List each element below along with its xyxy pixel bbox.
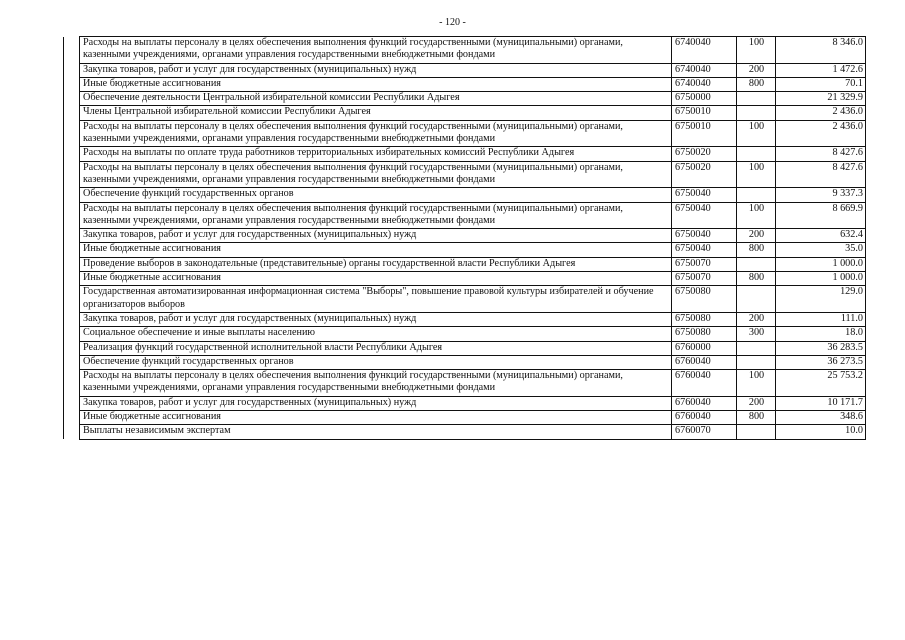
budget-table [63, 36, 866, 440]
table-row [64, 63, 866, 77]
row-code-cell: 6740040 [672, 37, 737, 64]
table-row [64, 370, 866, 397]
row-code-cell: 6750010 [672, 120, 737, 147]
row-code-cell: 6750040 [672, 202, 737, 229]
table-row [64, 411, 866, 425]
row-amount-cell: 1 472.6 [776, 63, 866, 77]
row-indent-cell [64, 161, 80, 188]
row-code-cell: 6750000 [672, 92, 737, 106]
row-amount-cell: 1 000.0 [776, 257, 866, 271]
row-name-cell: Выплаты независимым экспертам [80, 425, 672, 439]
row-amount-cell: 8 427.6 [776, 147, 866, 161]
row-name-cell: Иные бюджетные ассигнования [80, 411, 672, 425]
row-name-cell: Расходы на выплаты персоналу в целях обеспечения выполнения функций государственными (муниципальными) органами, казенными учреждениями, органами управления государственными внебюджетными фондами [80, 120, 672, 147]
row-indent-cell [64, 327, 80, 341]
row-type-cell: 200 [737, 396, 776, 410]
row-indent-cell [64, 202, 80, 229]
row-type-cell [737, 106, 776, 120]
table-row [64, 37, 866, 64]
row-indent-cell [64, 257, 80, 271]
row-name-cell: Обеспечение функций государственных органов [80, 355, 672, 369]
row-type-cell: 800 [737, 411, 776, 425]
table-row [64, 147, 866, 161]
row-indent-cell [64, 229, 80, 243]
row-indent-cell [64, 286, 80, 313]
page-number: - 120 - [439, 17, 466, 28]
table-row [64, 202, 866, 229]
row-indent-cell [64, 425, 80, 439]
table-row [64, 188, 866, 202]
row-indent-cell [64, 370, 80, 397]
row-code-cell: 6750040 [672, 188, 737, 202]
row-type-cell: 800 [737, 243, 776, 257]
row-indent-cell [64, 188, 80, 202]
row-type-cell: 100 [737, 120, 776, 147]
row-amount-cell: 9 337.3 [776, 188, 866, 202]
table-row [64, 286, 866, 313]
table-row [64, 92, 866, 106]
row-amount-cell: 129.0 [776, 286, 866, 313]
row-name-cell: Иные бюджетные ассигнования [80, 243, 672, 257]
row-code-cell: 6760040 [672, 370, 737, 397]
row-amount-cell: 36 283.5 [776, 341, 866, 355]
row-name-cell: Закупка товаров, работ и услуг для государственных (муниципальных) нужд [80, 229, 672, 243]
row-name-cell: Члены Центральной избирательной комиссии Республики Адыгея [80, 106, 672, 120]
row-code-cell: 6760040 [672, 411, 737, 425]
row-amount-cell: 70.1 [776, 77, 866, 91]
row-indent-cell [64, 120, 80, 147]
row-type-cell [737, 147, 776, 161]
row-type-cell: 100 [737, 370, 776, 397]
row-name-cell: Расходы на выплаты персоналу в целях обеспечения выполнения функций государственными (муниципальными) органами, казенными учреждениями, органами управления государственными внебюджетными фондами [80, 202, 672, 229]
row-name-cell: Государственная автоматизированная информационная система "Выборы", повышение правовой культуры избирателей и обучение организаторов выборов [80, 286, 672, 313]
row-name-cell: Социальное обеспечение и иные выплаты населению [80, 327, 672, 341]
row-name-cell: Реализация функций государственной исполнительной власти Республики Адыгея [80, 341, 672, 355]
table-row [64, 341, 866, 355]
table-row [64, 77, 866, 91]
row-indent-cell [64, 147, 80, 161]
row-name-cell: Иные бюджетные ассигнования [80, 77, 672, 91]
row-name-cell: Закупка товаров, работ и услуг для государственных (муниципальных) нужд [80, 63, 672, 77]
row-amount-cell: 2 436.0 [776, 106, 866, 120]
row-indent-cell [64, 411, 80, 425]
row-indent-cell [64, 396, 80, 410]
row-indent-cell [64, 77, 80, 91]
row-indent-cell [64, 37, 80, 64]
row-type-cell: 100 [737, 202, 776, 229]
row-type-cell: 200 [737, 63, 776, 77]
row-amount-cell: 10.0 [776, 425, 866, 439]
table-row [64, 327, 866, 341]
table-row [64, 161, 866, 188]
table-row [64, 257, 866, 271]
row-amount-cell: 8 427.6 [776, 161, 866, 188]
row-type-cell: 800 [737, 77, 776, 91]
row-indent-cell [64, 312, 80, 326]
row-code-cell: 6740040 [672, 63, 737, 77]
row-code-cell: 6750080 [672, 286, 737, 313]
row-type-cell [737, 188, 776, 202]
row-code-cell: 6750040 [672, 229, 737, 243]
row-code-cell: 6750020 [672, 147, 737, 161]
table-row [64, 243, 866, 257]
row-name-cell: Расходы на выплаты персоналу в целях обеспечения выполнения функций государственными (муниципальными) органами, казенными учреждениями, органами управления государственными внебюджетными фондами [80, 37, 672, 64]
row-type-cell [737, 341, 776, 355]
table-row [64, 106, 866, 120]
row-amount-cell: 35.0 [776, 243, 866, 257]
row-type-cell: 200 [737, 312, 776, 326]
budget-table-body [64, 37, 866, 440]
row-indent-cell [64, 341, 80, 355]
row-amount-cell: 25 753.2 [776, 370, 866, 397]
row-indent-cell [64, 63, 80, 77]
row-amount-cell: 348.6 [776, 411, 866, 425]
row-code-cell: 6750020 [672, 161, 737, 188]
table-row [64, 272, 866, 286]
row-name-cell: Расходы на выплаты персоналу в целях обеспечения выполнения функций государственными (муниципальными) органами, казенными учреждениями, органами управления государственными внебюджетными фондами [80, 370, 672, 397]
row-code-cell: 6750080 [672, 327, 737, 341]
row-code-cell: 6750070 [672, 272, 737, 286]
row-name-cell: Закупка товаров, работ и услуг для государственных (муниципальных) нужд [80, 396, 672, 410]
row-amount-cell: 21 329.9 [776, 92, 866, 106]
row-type-cell [737, 257, 776, 271]
row-indent-cell [64, 243, 80, 257]
row-code-cell: 6740040 [672, 77, 737, 91]
row-amount-cell: 8 346.0 [776, 37, 866, 64]
row-type-cell [737, 286, 776, 313]
row-amount-cell: 8 669.9 [776, 202, 866, 229]
row-amount-cell: 10 171.7 [776, 396, 866, 410]
row-code-cell: 6760070 [672, 425, 737, 439]
table-row [64, 396, 866, 410]
table-row [64, 425, 866, 439]
row-amount-cell: 1 000.0 [776, 272, 866, 286]
row-code-cell: 6760040 [672, 355, 737, 369]
row-name-cell: Иные бюджетные ассигнования [80, 272, 672, 286]
row-type-cell [737, 355, 776, 369]
row-name-cell: Обеспечение функций государственных органов [80, 188, 672, 202]
row-amount-cell: 2 436.0 [776, 120, 866, 147]
row-name-cell: Обеспечение деятельности Центральной избирательной комиссии Республики Адыгея [80, 92, 672, 106]
row-indent-cell [64, 272, 80, 286]
row-indent-cell [64, 355, 80, 369]
row-amount-cell: 36 273.5 [776, 355, 866, 369]
row-amount-cell: 111.0 [776, 312, 866, 326]
table-row [64, 355, 866, 369]
row-indent-cell [64, 106, 80, 120]
row-amount-cell: 18.0 [776, 327, 866, 341]
row-code-cell: 6750080 [672, 312, 737, 326]
table-row [64, 312, 866, 326]
row-code-cell: 6750010 [672, 106, 737, 120]
row-type-cell: 300 [737, 327, 776, 341]
row-code-cell: 6760000 [672, 341, 737, 355]
table-row [64, 229, 866, 243]
row-code-cell: 6760040 [672, 396, 737, 410]
row-amount-cell: 632.4 [776, 229, 866, 243]
row-name-cell: Расходы на выплаты по оплате труда работников территориальных избирательных комиссий Республики Адыгея [80, 147, 672, 161]
row-type-cell: 100 [737, 37, 776, 64]
row-type-cell: 100 [737, 161, 776, 188]
row-name-cell: Закупка товаров, работ и услуг для государственных (муниципальных) нужд [80, 312, 672, 326]
row-type-cell: 200 [737, 229, 776, 243]
row-type-cell [737, 92, 776, 106]
row-code-cell: 6750070 [672, 257, 737, 271]
row-type-cell [737, 425, 776, 439]
row-indent-cell [64, 92, 80, 106]
row-type-cell: 800 [737, 272, 776, 286]
row-name-cell: Проведение выборов в законодательные (представительные) органы государственной власти Республики Адыгея [80, 257, 672, 271]
table-row [64, 120, 866, 147]
row-code-cell: 6750040 [672, 243, 737, 257]
row-name-cell: Расходы на выплаты персоналу в целях обеспечения выполнения функций государственными (муниципальными) органами, казенными учреждениями, органами управления государственными внебюджетными фондами [80, 161, 672, 188]
